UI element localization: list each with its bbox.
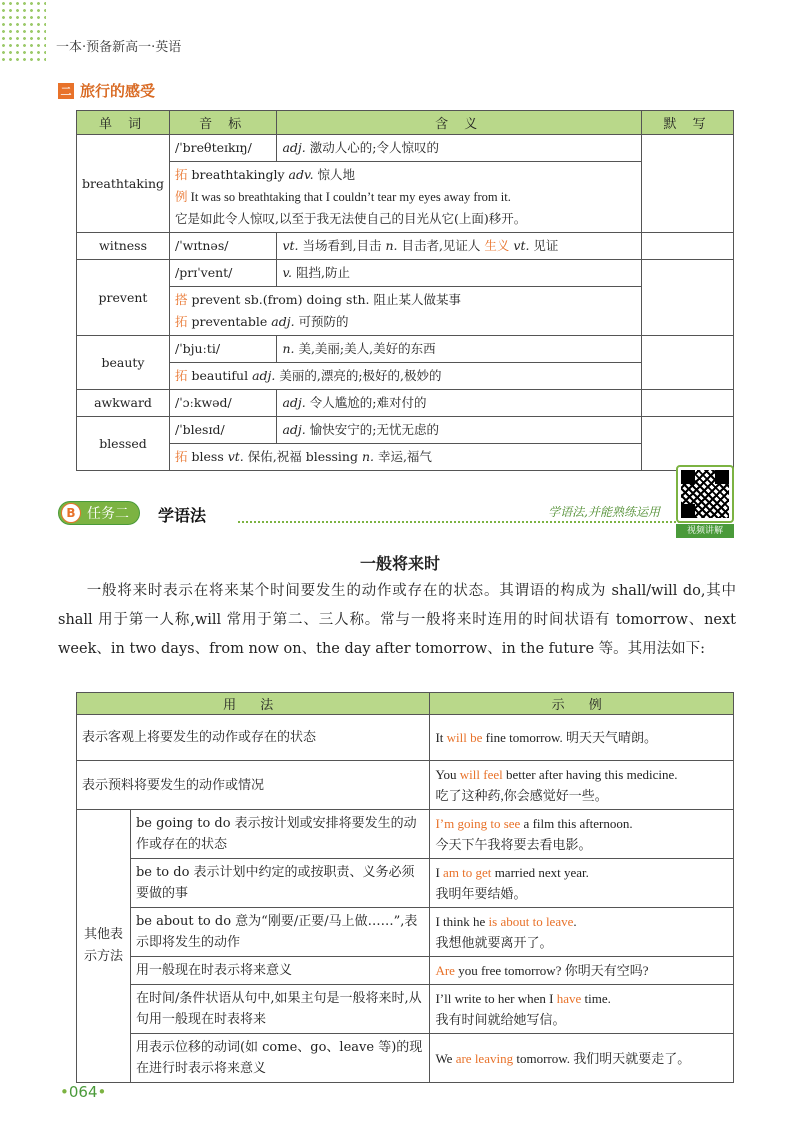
- usage-text: 表示预料将要发生的动作或情况: [77, 761, 430, 810]
- usage-text: 用表示位移的动词(如 come、go、leave 等)的现在进行时表示将来意义: [130, 1034, 430, 1083]
- vocab-word: breathtaking: [77, 135, 170, 233]
- vocab-word: beauty: [77, 336, 170, 390]
- vocab-ext-row: [77, 162, 734, 233]
- usage-table: [76, 692, 734, 1083]
- vocab-extension: 搭 prevent sb.(from) doing sth. 阻止某人做某事 拓 preventable adj. 可预防的: [170, 287, 642, 336]
- vocab-row: [77, 135, 734, 162]
- vocab-extension: 拓 breathtakingly adv. 惊人地 例 It was so breathtaking that I couldn’t tear my eyes away from it. 它是如此令人惊叹,以至于我无法使自己的目光从它(上面)移开。: [170, 162, 642, 233]
- vocab-meaning: n. 美,美丽;美人,美好的东西: [277, 336, 642, 363]
- vocab-phonetic: /ˈɔːkwəd/: [170, 390, 277, 417]
- vocab-meaning: adj. 令人尴尬的;难对付的: [277, 390, 642, 417]
- usage-row: [77, 715, 734, 761]
- vocab-phonetic: /ˈbreθteɪkɪŋ/: [170, 135, 277, 162]
- vocab-extension: 拓 bless vt. 保佑,祝福 blessing n. 幸运,福气: [170, 444, 642, 471]
- task-badge-icon: B: [61, 503, 81, 523]
- vocab-meaning: adj. 激动人心的;令人惊叹的: [277, 135, 642, 162]
- usage-header-row: [77, 693, 734, 715]
- usage-row: [77, 859, 734, 908]
- col-header-word: 单 词: [77, 111, 170, 135]
- section-title-text: 旅行的感受: [80, 82, 156, 100]
- usage-text: 用一般现在时表示将来意义: [130, 957, 430, 985]
- vocab-ext-row: [77, 287, 734, 336]
- vocab-phonetic: /ˈwɪtnəs/: [170, 233, 277, 260]
- col-header-usage: 用 法: [77, 693, 430, 715]
- vocab-row: [77, 336, 734, 363]
- usage-text: 在时间/条件状语从句中,如果主句是一般将来时,从句用一般现在时表将来: [130, 985, 430, 1034]
- vocab-header-row: [77, 111, 734, 135]
- vocab-word: awkward: [77, 390, 170, 417]
- running-head: 一本·预备新高一·英语: [56, 40, 182, 55]
- grammar-intro: 一般将来时表示在将来某个时间要发生的动作或存在的状态。其谓语的构成为 shall/will do,其中 shall 用于第一人称,will 常用于第二、三人称。常与一般将来时连用的时间状语有 tomorrow、next week、in two days、from now on、the day after tomorrow、in the future 等。其用法如下:: [58, 583, 736, 657]
- vocab-word: witness: [77, 233, 170, 260]
- usage-example: We are leaving tomorrow. 我们明天就要走了。: [430, 1034, 734, 1083]
- vocab-row: [77, 390, 734, 417]
- dictation-cell[interactable]: [642, 233, 734, 260]
- other-methods-label: 其他表示方法: [77, 810, 131, 1083]
- vocab-ext-row: [77, 444, 734, 471]
- vocab-meaning: vt. 当场看到,目击 n. 目击者,见证人 生义 vt. 见证: [277, 233, 642, 260]
- usage-text: be going to do 表示按计划或安排将要发生的动作或存在的状态: [130, 810, 430, 859]
- section-title: [58, 80, 155, 101]
- dictation-cell[interactable]: [642, 260, 734, 336]
- grammar-title: 一般将来时: [359, 554, 440, 573]
- usage-row: [77, 810, 734, 859]
- vocab-word: blessed: [77, 417, 170, 471]
- page-number: • 064 •: [60, 1083, 106, 1101]
- usage-text: be to do 表示计划中约定的或按职责、义务必须要做的事: [130, 859, 430, 908]
- vocab-row: [77, 260, 734, 287]
- dictation-cell[interactable]: [642, 417, 734, 471]
- usage-row: [77, 908, 734, 957]
- usage-example: Are you free tomorrow? 你明天有空吗?: [430, 957, 734, 985]
- task-title: 学语法: [158, 506, 207, 525]
- usage-text: 表示客观上将要发生的动作或存在的状态: [77, 715, 430, 761]
- dictation-cell[interactable]: [642, 135, 734, 233]
- usage-example: I’m going to see a film this afternoon. 今天下午我将要去看电影。: [430, 810, 734, 859]
- task-label: 任务二: [87, 506, 129, 522]
- vocab-meaning: v. 阻挡,防止: [277, 260, 642, 287]
- usage-row: [77, 985, 734, 1034]
- usage-example: You will feel better after having this medicine. 吃了这种药,你会感觉好一些。: [430, 761, 734, 810]
- vocab-ext-row: [77, 363, 734, 390]
- usage-example: It will be fine tomorrow. 明天天气晴朗。: [430, 715, 734, 761]
- vocab-meaning: adj. 愉快安宁的;无忧无虑的: [277, 417, 642, 444]
- usage-row: [77, 957, 734, 985]
- usage-row: [77, 1034, 734, 1083]
- qr-video-label[interactable]: 视频讲解: [676, 524, 734, 538]
- col-header-meaning: 含 义: [277, 111, 642, 135]
- section-badge: 二: [58, 83, 74, 99]
- vocab-row: [77, 233, 734, 260]
- usage-text: be about to do 意为“刚要/正要/马上做……”,表示即将发生的动作: [130, 908, 430, 957]
- usage-row: [77, 761, 734, 810]
- dictation-cell[interactable]: [642, 336, 734, 390]
- col-header-dictation: 默 写: [642, 111, 734, 135]
- usage-example: I think he is about to leave. 我想他就要离开了。: [430, 908, 734, 957]
- vocab-phonetic: /prɪˈvent/: [170, 260, 277, 287]
- col-header-phonetic: 音 标: [170, 111, 277, 135]
- task-note: 学语法,并能熟练运用: [548, 505, 660, 519]
- col-header-example: 示 例: [430, 693, 734, 715]
- vocab-phonetic: /ˈbjuːti/: [170, 336, 277, 363]
- vocab-row: [77, 417, 734, 444]
- usage-example: I am to get married next year. 我明年要结婚。: [430, 859, 734, 908]
- task-header: [58, 499, 742, 529]
- dotted-divider: [238, 521, 708, 523]
- vocab-phonetic: /ˈblesɪd/: [170, 417, 277, 444]
- vocab-extension: 拓 beautiful adj. 美丽的,漂亮的;极好的,极妙的: [170, 363, 642, 390]
- usage-example: I’ll write to her when I have time. 我有时间就给她写信。: [430, 985, 734, 1034]
- task-pill: [58, 501, 140, 525]
- corner-dot-pattern: [0, 0, 46, 62]
- dictation-cell[interactable]: [642, 390, 734, 417]
- vocab-table: [76, 110, 734, 471]
- vocab-word: prevent: [77, 260, 170, 336]
